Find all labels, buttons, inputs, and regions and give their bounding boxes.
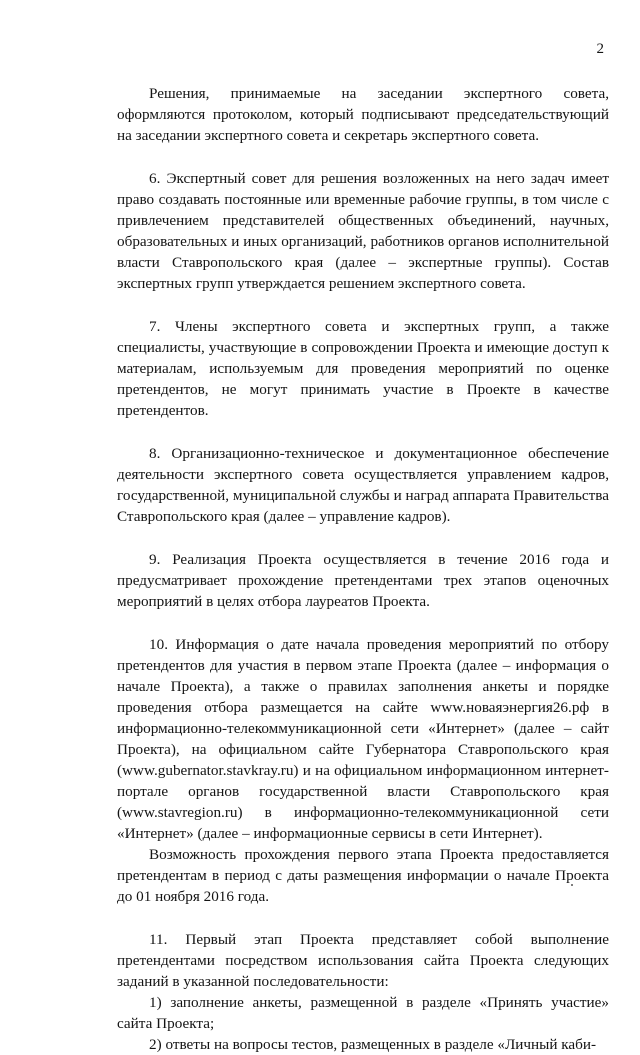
paragraph-item-7: 7. Члены экспертного совета и экспертных групп, а также специалисты, участвующие в сопровождении Проекта и имеющие доступ к материалам, используемым для проведения мероприятий по оценке претендентов, не могут принимать участие в Проекте в качестве претендентов. [117, 318, 609, 419]
paragraph-first-stage-period: Возможность прохождения первого этапа Проекта предоставляется претендентам в период с даты размещения информации о начале Проекта до 01 ноября 2016 года. [117, 846, 609, 905]
paragraph-item-11: 11. Первый этап Проекта представляет собой выполнение претендентами посредством использования сайта Проекта следующих заданий в указанной последовательности: [117, 931, 609, 990]
paragraph-subitem-1: 1) заполнение анкеты, размещенной в разделе «Принять участие» сайта Проекта; [117, 994, 609, 1032]
scan-speck [571, 884, 573, 886]
document-body [117, 83, 609, 1055]
paragraph-item-10: 10. Информация о дате начала проведения мероприятий по отбору претендентов для участия в первом этапе Проекта (далее – информация о начале Проекта), а также о правилах заполнения анкеты и порядке проведения отбора размещается на сайте www.новаяэнергия26.рф в информационно-телекоммуникационной сети «Интернет» (далее – сайт Проекта), на официальном сайте Губернатора Ставропольского края (www.gubernator.stavkray.ru) и на официальном информационном интернет-портале органов государственной власти Ставропольского края (www.stavregion.ru) в информационно-телекоммуникационной сети «Интернет» (далее – информационные сервисы в сети Интернет). [117, 636, 609, 842]
paragraph-item-9: 9. Реализация Проекта осуществляется в течение 2016 года и предусматривает прохождение претендентами трех этапов оценочных мероприятий в целях отбора лауреатов Проекта. [117, 551, 609, 610]
paragraph-subitem-2: 2) ответы на вопросы тестов, размещенных в разделе «Личный каби- [149, 1036, 597, 1053]
paragraph-item-8: 8. Организационно-техническое и документационное обеспечение деятельности экспертного совета осуществляется управлением кадров, государственной, муниципальной службы и наград аппарата Правительства Ставропольского края (далее – управление кадров). [117, 445, 609, 525]
paragraph-item-6: 6. Экспертный совет для решения возложенных на него задач имеет право создавать постоянные или временные рабочие группы, в том числе с привлечением представителей общественных объединений, научных, образовательных и иных организаций, работников органов исполнительной власти Ставропольского края (далее – экспертные группы). Состав экспертных групп утверждается решением экспертного совета. [117, 170, 609, 292]
paragraph-protocol: Решения, принимаемые на заседании экспертного совета, оформляются протоколом, который подписывают председательствующий на заседании экспертного совета и секретарь экспертного совета. [117, 85, 609, 144]
page-number: 2 [596, 41, 604, 57]
